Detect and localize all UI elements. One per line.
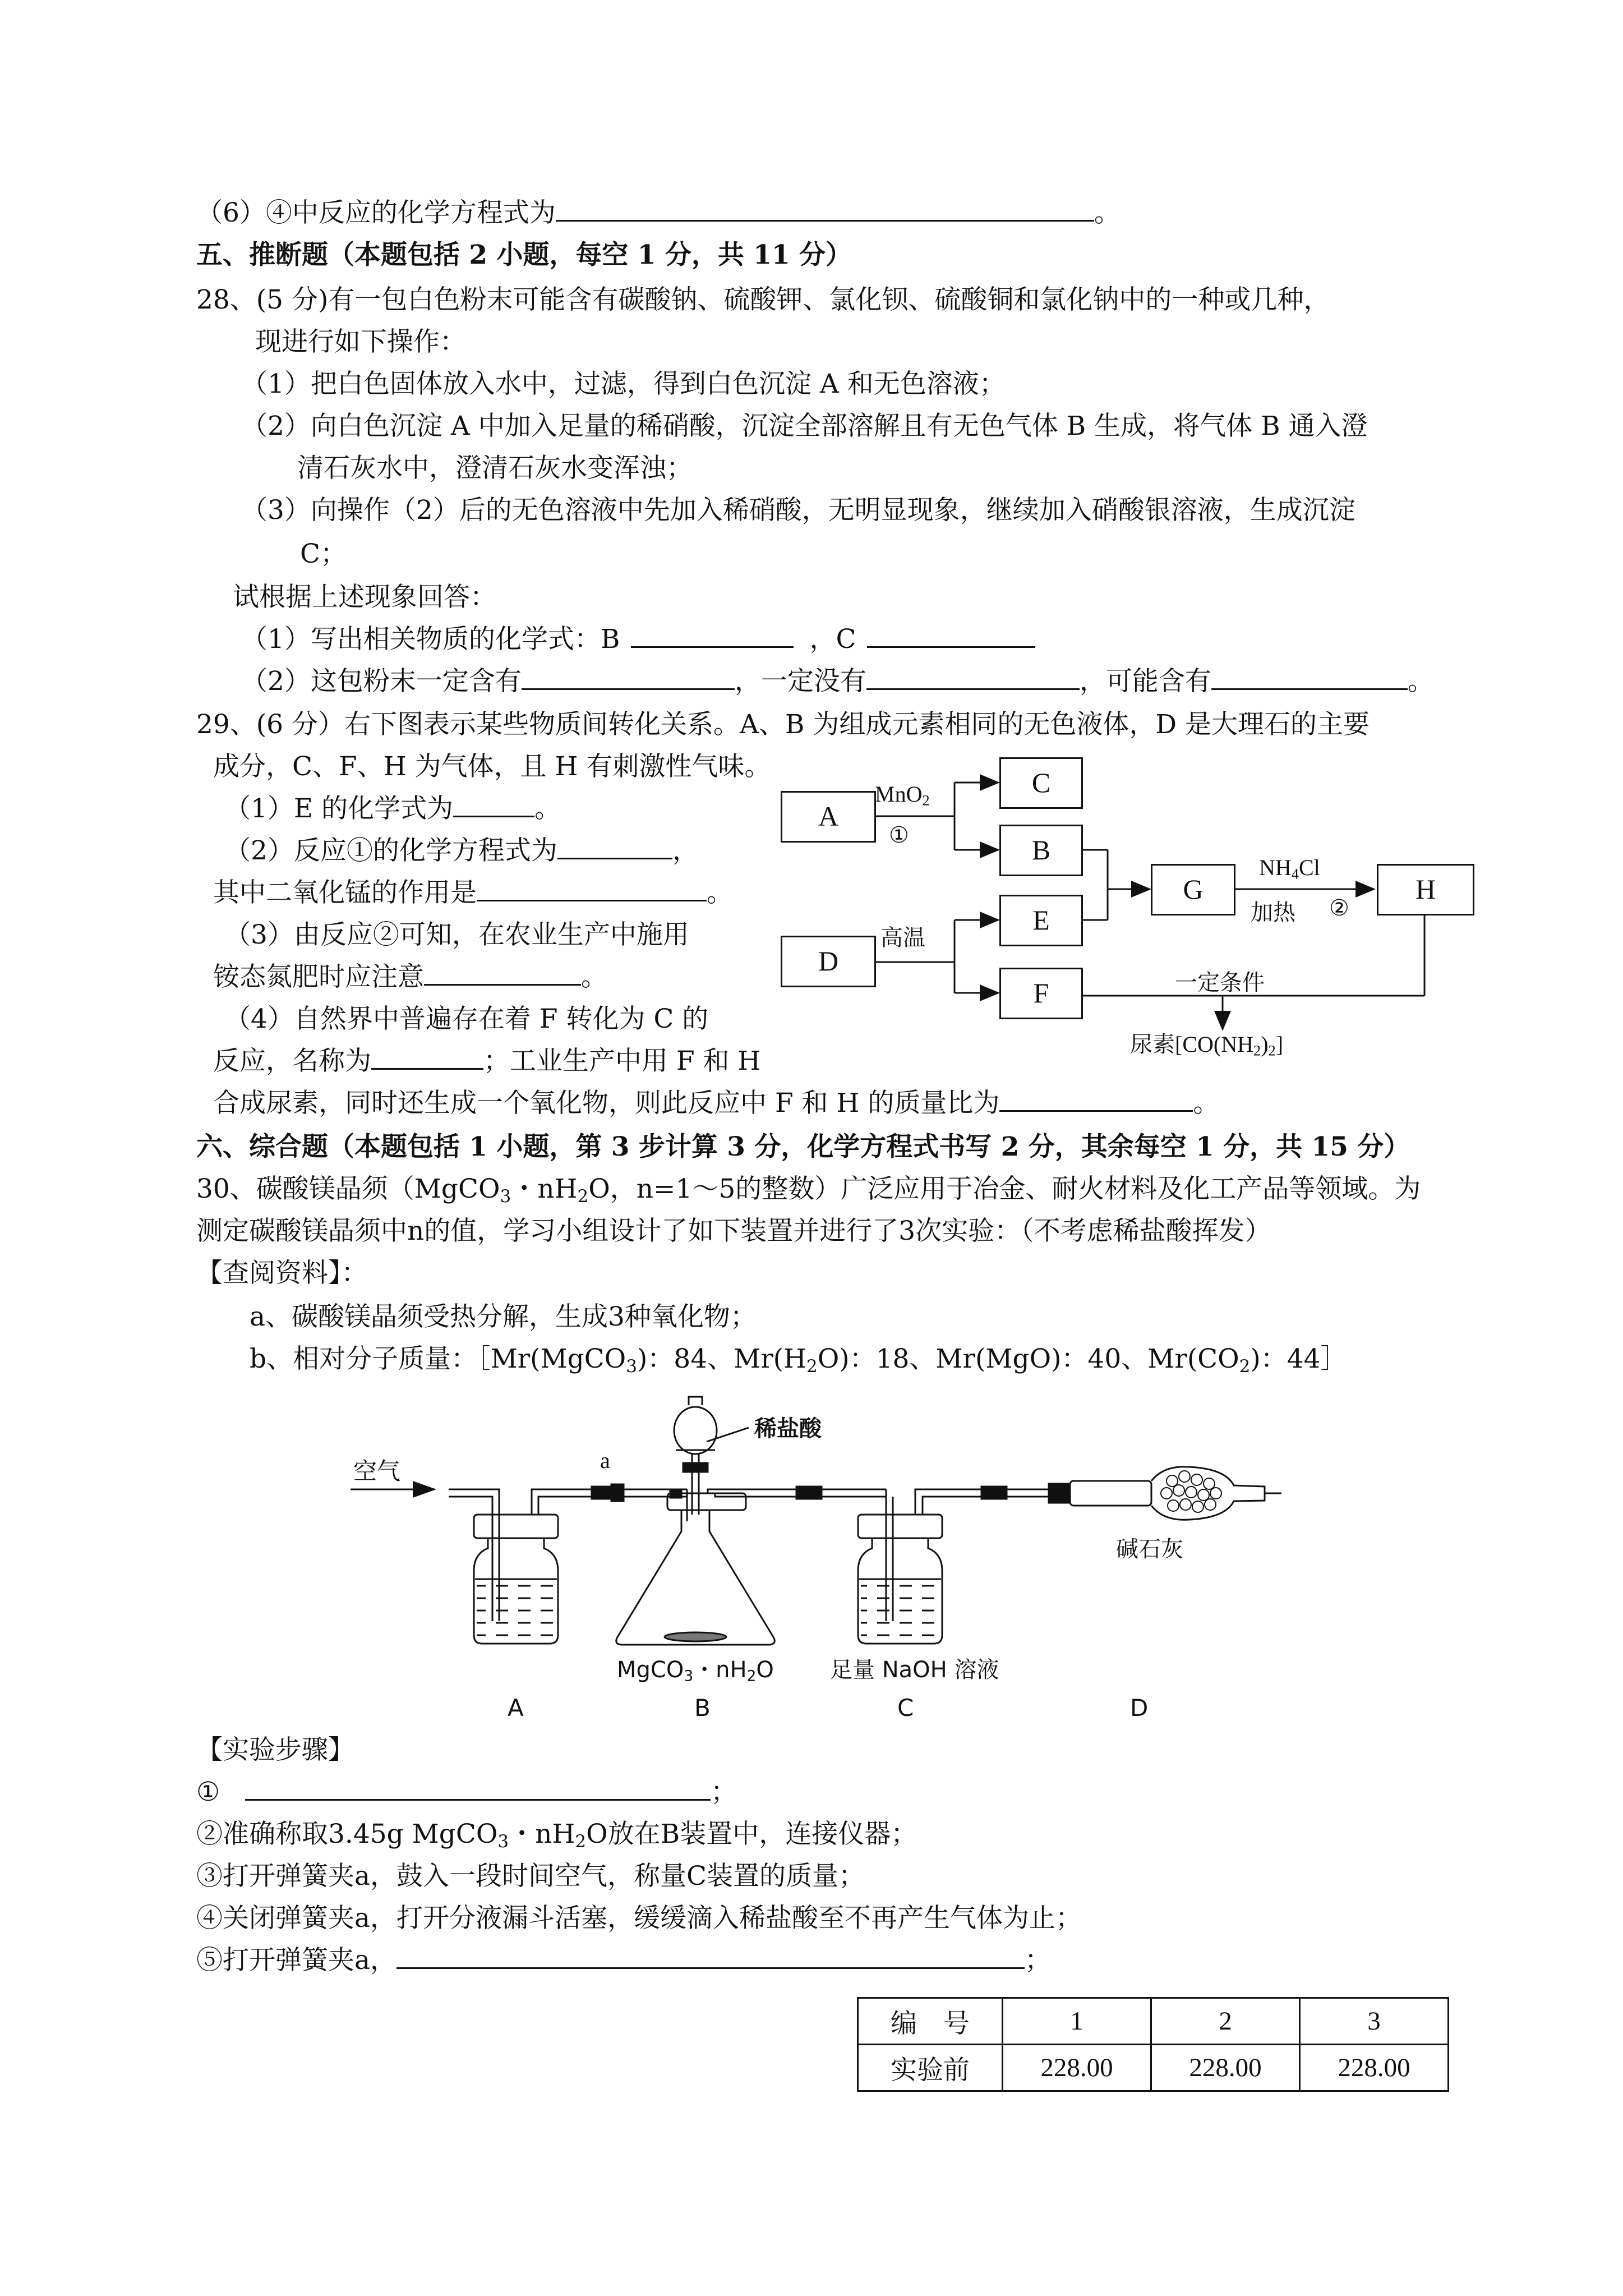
- label-dilute-hcl: 稀盐酸: [754, 1416, 822, 1442]
- answer-blank-eq1[interactable]: [557, 834, 672, 859]
- answer-blank-maybe[interactable]: [1211, 665, 1408, 690]
- label-soda-lime: 碱石灰: [1116, 1536, 1183, 1562]
- q27-part6: （6）④中反应的化学方程式为 。: [196, 197, 1121, 228]
- answer-blank[interactable]: [556, 196, 1094, 222]
- answer-blank-step1[interactable]: [245, 1775, 711, 1801]
- flow-box-b: B: [999, 825, 1083, 876]
- answer-blank-e[interactable]: [453, 792, 534, 817]
- q30-intro-cont: 测定碳酸镁晶须中n的值，学习小组设计了如下装置并进行了3次实验：（不考虑稀盐酸挥发）: [196, 1216, 1271, 1246]
- label-air: 空气: [353, 1459, 401, 1485]
- q30-step2: ②准确称取3.45g MgCO$_3$・$nH_2O$放在B装置中，连接仪器；: [196, 1819, 917, 1852]
- q29-sub2: （2）反应①的化学方程式为 ，: [224, 835, 699, 866]
- flow-box-h: H: [1377, 864, 1474, 915]
- flow-label-mno2: MnO$_2$: [875, 781, 930, 809]
- answer-blank-ratio[interactable]: [999, 1087, 1193, 1112]
- answer-blank-must[interactable]: [522, 665, 735, 690]
- q29-sub1: （1）E 的化学式为 。: [224, 793, 561, 824]
- q30-step5: ⑤打开弹簧夹a， ；: [196, 1945, 1052, 1976]
- answer-blank-mustnot[interactable]: [866, 665, 1080, 690]
- flow-box-a: A: [781, 791, 876, 843]
- q30-steps-title: 【实验步骤】: [196, 1734, 354, 1765]
- q30-step4: ④关闭弹簧夹a，打开分液漏斗活塞，缓缓滴入稀盐酸至不再产生气体为止；: [196, 1903, 1082, 1934]
- q30-reference-title: 【查阅资料】：: [196, 1258, 368, 1289]
- answer-blank-caution[interactable]: [424, 960, 581, 986]
- table-cell: 228.00: [1003, 2045, 1151, 2091]
- q28-ask: 试根据上述现象回答：: [233, 582, 496, 613]
- flow-label-condition: 一定条件: [1175, 970, 1265, 995]
- q28-answer1: （1）写出相关物质的化学式：B ，C: [241, 623, 1035, 656]
- q30-intro: 30、碳酸镁晶须（MgCO$_3$・$nH_2O$，n=1～5的整数）广泛应用于冶金、耐火材料及化工产品等领域。为: [196, 1174, 1421, 1207]
- flow-label-nh4cl: $NH_4Cl$: [1259, 855, 1320, 882]
- q30-step1: ① ；: [196, 1777, 737, 1807]
- label-apparatus-b: B: [694, 1694, 711, 1722]
- q28-op1: （1）把白色固体放入水中，过滤，得到白色沉淀 A 和无色溶液；: [241, 369, 1006, 399]
- label-naoh: 足量 NaOH 溶液: [830, 1657, 999, 1683]
- table-cell: 实验前: [858, 2045, 1003, 2091]
- q29-sub4: （4）自然界中普遍存在着 F 转化为 C 的: [224, 1004, 709, 1034]
- results-table: [857, 1997, 1449, 2092]
- q28-op2-cont: 清石灰水中，澄清石灰水变浑浊；: [297, 453, 693, 484]
- label-apparatus-d: D: [1130, 1694, 1149, 1722]
- answer-blank-b[interactable]: [631, 623, 794, 648]
- q29-sub2-cont: 其中二氧化锰的作用是 。: [213, 877, 733, 908]
- label-apparatus-a: A: [508, 1694, 524, 1722]
- flow-label-reaction2: ②: [1329, 895, 1349, 921]
- q29-sub3-cont: 铵态氮肥时应注意 。: [213, 961, 607, 992]
- flow-box-e: E: [999, 895, 1083, 946]
- q28-op3-cont: C；: [300, 539, 347, 569]
- q29-sub4-cont: 反应，名称为 ；工业生产中用 F 和 H: [213, 1046, 761, 1076]
- q28-answer2: （2）这包粉末一定含有 ，一定没有 ，可能含有 。: [241, 666, 1434, 697]
- q30-reference-b: b、相对分子质量：［Mr(MgCO$_3$)：84、$Mr(H_2O)$：18、Mr(MgO)：40、$Mr(CO_2)$：44］: [250, 1343, 1347, 1377]
- answer-blank-c[interactable]: [867, 623, 1035, 648]
- q28-op2: （2）向白色沉淀 A 中加入足量的稀硝酸，沉淀全部溶解且有无色气体 B 生成，将气体 B 通入澄: [241, 411, 1368, 441]
- flow-box-c: C: [999, 757, 1083, 809]
- table-cell: 228.00: [1300, 2045, 1449, 2091]
- table-cell: 2: [1151, 1998, 1300, 2045]
- answer-blank-mno2-role[interactable]: [477, 876, 707, 901]
- q29-intro-cont: 成分，C、F、H 为气体，且 H 有刺激性气味。: [213, 751, 771, 782]
- table-row: [858, 2045, 1449, 2091]
- flow-label-urea: 尿素$[CO(NH_2)_2]$: [1130, 1032, 1284, 1059]
- label-mgco3: MgCO$_3$・$nH_2O$: [617, 1657, 774, 1685]
- table-cell: 1: [1003, 1998, 1151, 2045]
- section5-title: 五、推断题（本题包括 2 小题，每空 1 分，共 11 分）: [196, 240, 852, 270]
- flow-box-f: F: [999, 968, 1083, 1019]
- flow-arrows: [0, 0, 1623, 1122]
- table-header-row: [858, 1998, 1449, 2045]
- flow-box-d: D: [781, 936, 876, 987]
- q28-op3: （3）向操作（2）后的无色溶液中先加入稀硝酸，无明显现象，继续加入硝酸银溶液，生成沉淀: [241, 495, 1355, 526]
- label-clip-a: a: [600, 1448, 610, 1473]
- flow-label-heat: 加热: [1251, 900, 1295, 925]
- answer-blank-step5[interactable]: [396, 1944, 1025, 1969]
- answer-blank-name[interactable]: [371, 1045, 483, 1070]
- q29-sub4-cont2: 合成尿素，同时还生成一个氧化物，则此反应中 F 和 H 的质量比为 。: [213, 1088, 1220, 1119]
- q28-intro: 28、(5 分)有一包白色粉末可能含有碳酸钠、硫酸钾、氯化钡、硫酸铜和氯化钠中的一种或几种，: [196, 284, 1330, 315]
- flow-box-g: G: [1151, 864, 1235, 915]
- flow-label-high-temp: 高温: [880, 925, 925, 950]
- table-cell: 编 号: [858, 1998, 1003, 2045]
- label-apparatus-c: C: [897, 1694, 914, 1722]
- q29-sub3: （3）由反应②可知，在农业生产中施用: [224, 919, 689, 950]
- q29-intro: 29、(6 分）右下图表示某些物质间转化关系。A、B 为组成元素相同的无色液体，D 是大理石的主要: [196, 709, 1370, 740]
- q30-reference-a: a、碳酸镁晶须受热分解，生成3种氧化物；: [250, 1301, 757, 1332]
- q28-intro-cont: 现进行如下操作：: [255, 326, 466, 357]
- table-cell: 228.00: [1151, 2045, 1300, 2091]
- table-cell: 3: [1300, 1998, 1449, 2045]
- flow-label-reaction1: ①: [889, 822, 909, 848]
- q30-step3: ③打开弹簧夹a，鼓入一段时间空气，称量C装置的质量；: [196, 1861, 865, 1892]
- section6-title: 六、综合题（本题包括 1 小题，第 3 步计算 3 分，化学方程式书写 2 分，其余每空 1 分，共 15 分）: [196, 1131, 1410, 1162]
